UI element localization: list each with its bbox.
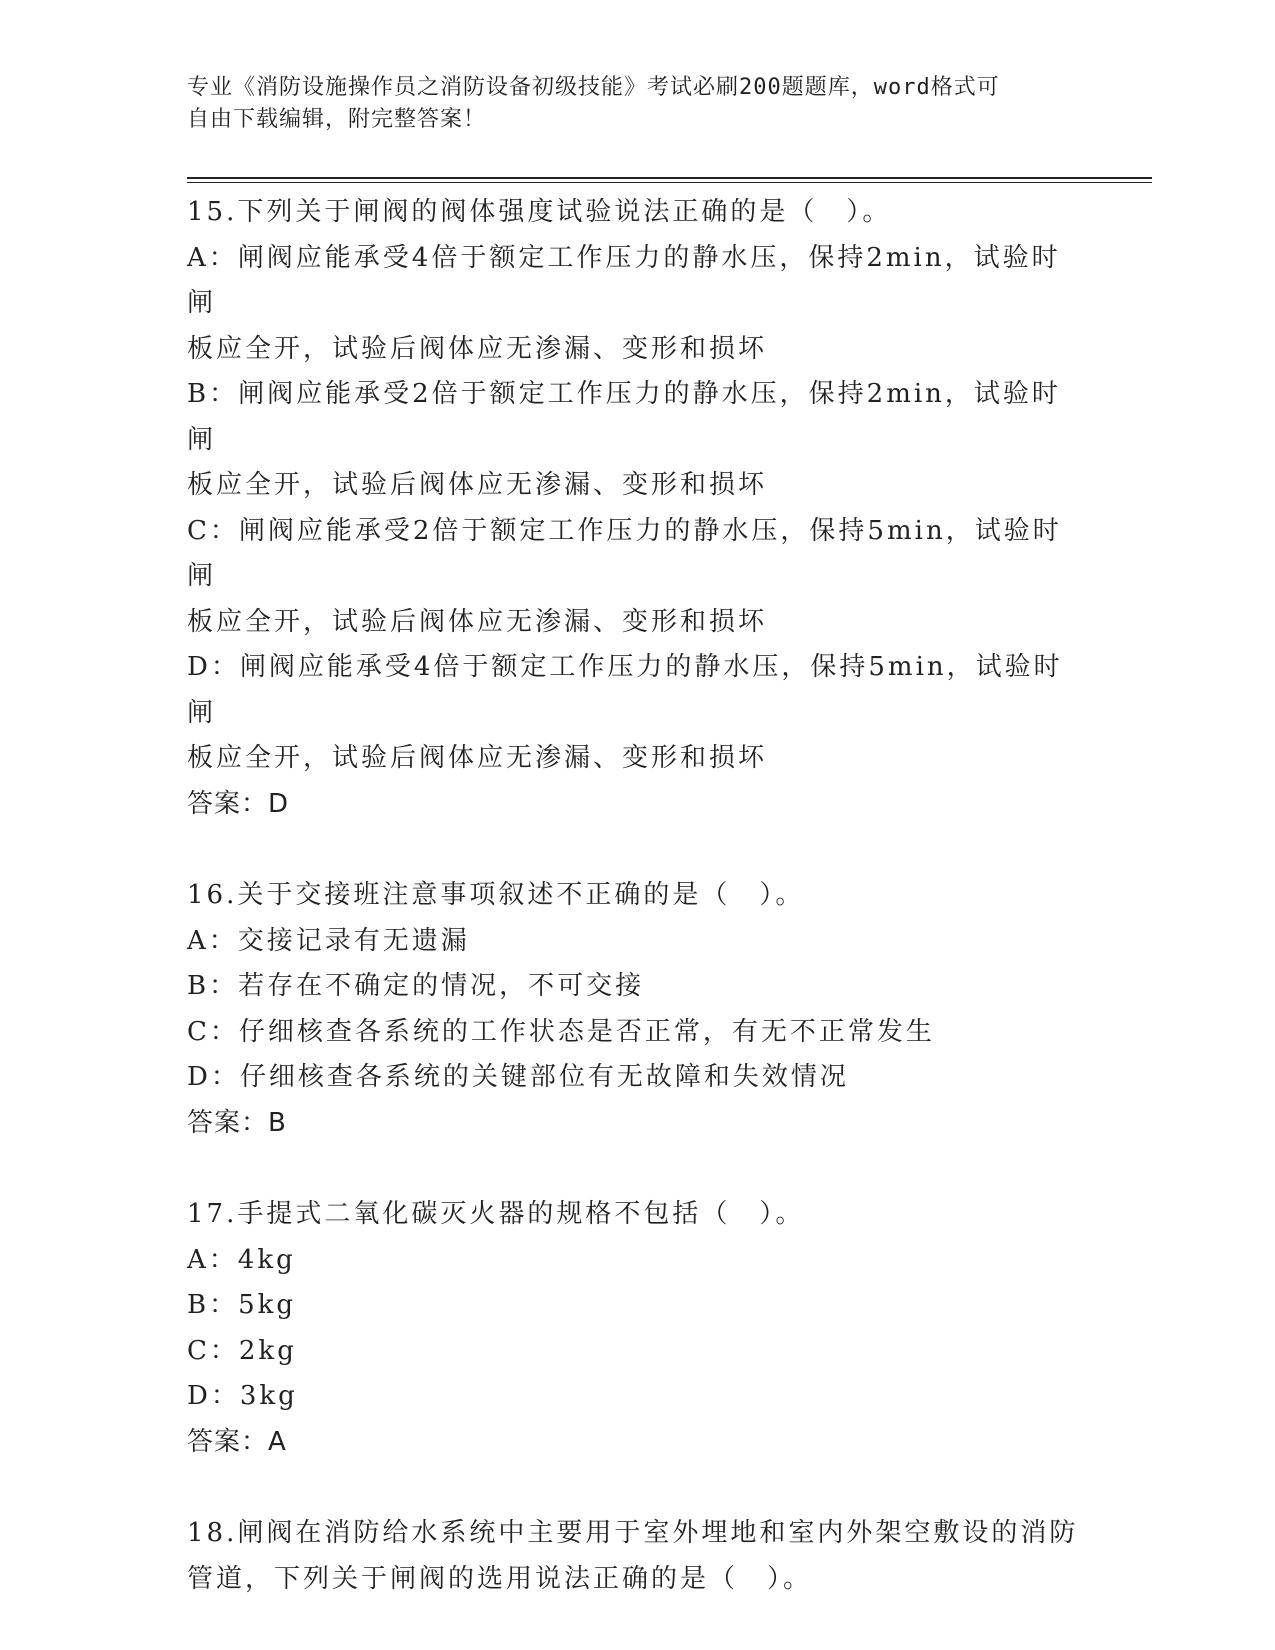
question-list [187, 190, 1087, 1648]
answer-option: 板应全开，试验后阀体应无渗漏、变形和损坏 [187, 743, 768, 773]
question-block [187, 1511, 1087, 1602]
question-stem: 18.闸阀在消防给水系统中主要用于室外埋地和室内外架空敷设的消防 [187, 1518, 1079, 1548]
answer-option: B：闸阀应能承受2倍于额定工作压力的静水压，保持2min，试验时闸 [187, 379, 1061, 455]
answer-option: A：4kg [187, 1244, 296, 1275]
answer-option: C：2kg [187, 1335, 297, 1366]
header-divider-thin [187, 182, 1152, 183]
answer-option: 板应全开，试验后阀体应无渗漏、变形和损坏 [187, 606, 768, 637]
question-stem: 17.手提式二氧化碳灭火器的规格不包括（ ）。 [187, 1199, 805, 1229]
answer-option: B：若存在不确定的情况，不可交接 [187, 971, 645, 1001]
correct-answer: 答案：A [187, 1426, 287, 1457]
question-block [187, 1192, 1087, 1465]
answer-option: 板应全开，试验后阀体应无渗漏、变形和损坏 [187, 333, 768, 364]
document-header [187, 72, 1067, 136]
question-block [187, 190, 1087, 827]
question-block [187, 873, 1087, 1146]
answer-option: C：仔细核查各系统的工作状态是否正常，有无不正常发生 [187, 1016, 935, 1047]
header-line-1: 专业《消防设施操作员之消防设备初级技能》考试必刷200题题库，word格式可 [187, 75, 1000, 100]
question-stem: 管道，下列关于闸阀的选用说法正确的是（ ）。 [187, 1563, 813, 1594]
answer-option: 板应全开，试验后阀体应无渗漏、变形和损坏 [187, 470, 768, 500]
answer-option: D：3kg [187, 1381, 298, 1411]
answer-option: B：5kg [187, 1290, 297, 1320]
correct-answer: 答案：D [187, 788, 290, 819]
question-stem: 16.关于交接班注意事项叙述不正确的是（ ）。 [187, 880, 805, 910]
header-line-2: 自由下载编辑，附完整答案！ [187, 107, 487, 132]
question-stem: 15.下列关于闸阀的阀体强度试验说法正确的是（ ）。 [187, 197, 892, 227]
answer-option: C：闸阀应能承受2倍于额定工作压力的静水压，保持5min，试验时闸 [187, 515, 1062, 591]
answer-option: D：闸阀应能承受4倍于额定工作压力的静水压，保持5min，试验时闸 [187, 652, 1063, 728]
header-divider-thick [187, 177, 1152, 179]
correct-answer: 答案：B [187, 1107, 287, 1138]
answer-option: D：仔细核查各系统的关键部位有无故障和失效情况 [187, 1062, 849, 1092]
answer-option: A：交接记录有无遗漏 [187, 925, 470, 956]
answer-option: A：闸阀应能承受4倍于额定工作压力的静水压，保持2min，试验时闸 [187, 242, 1061, 318]
